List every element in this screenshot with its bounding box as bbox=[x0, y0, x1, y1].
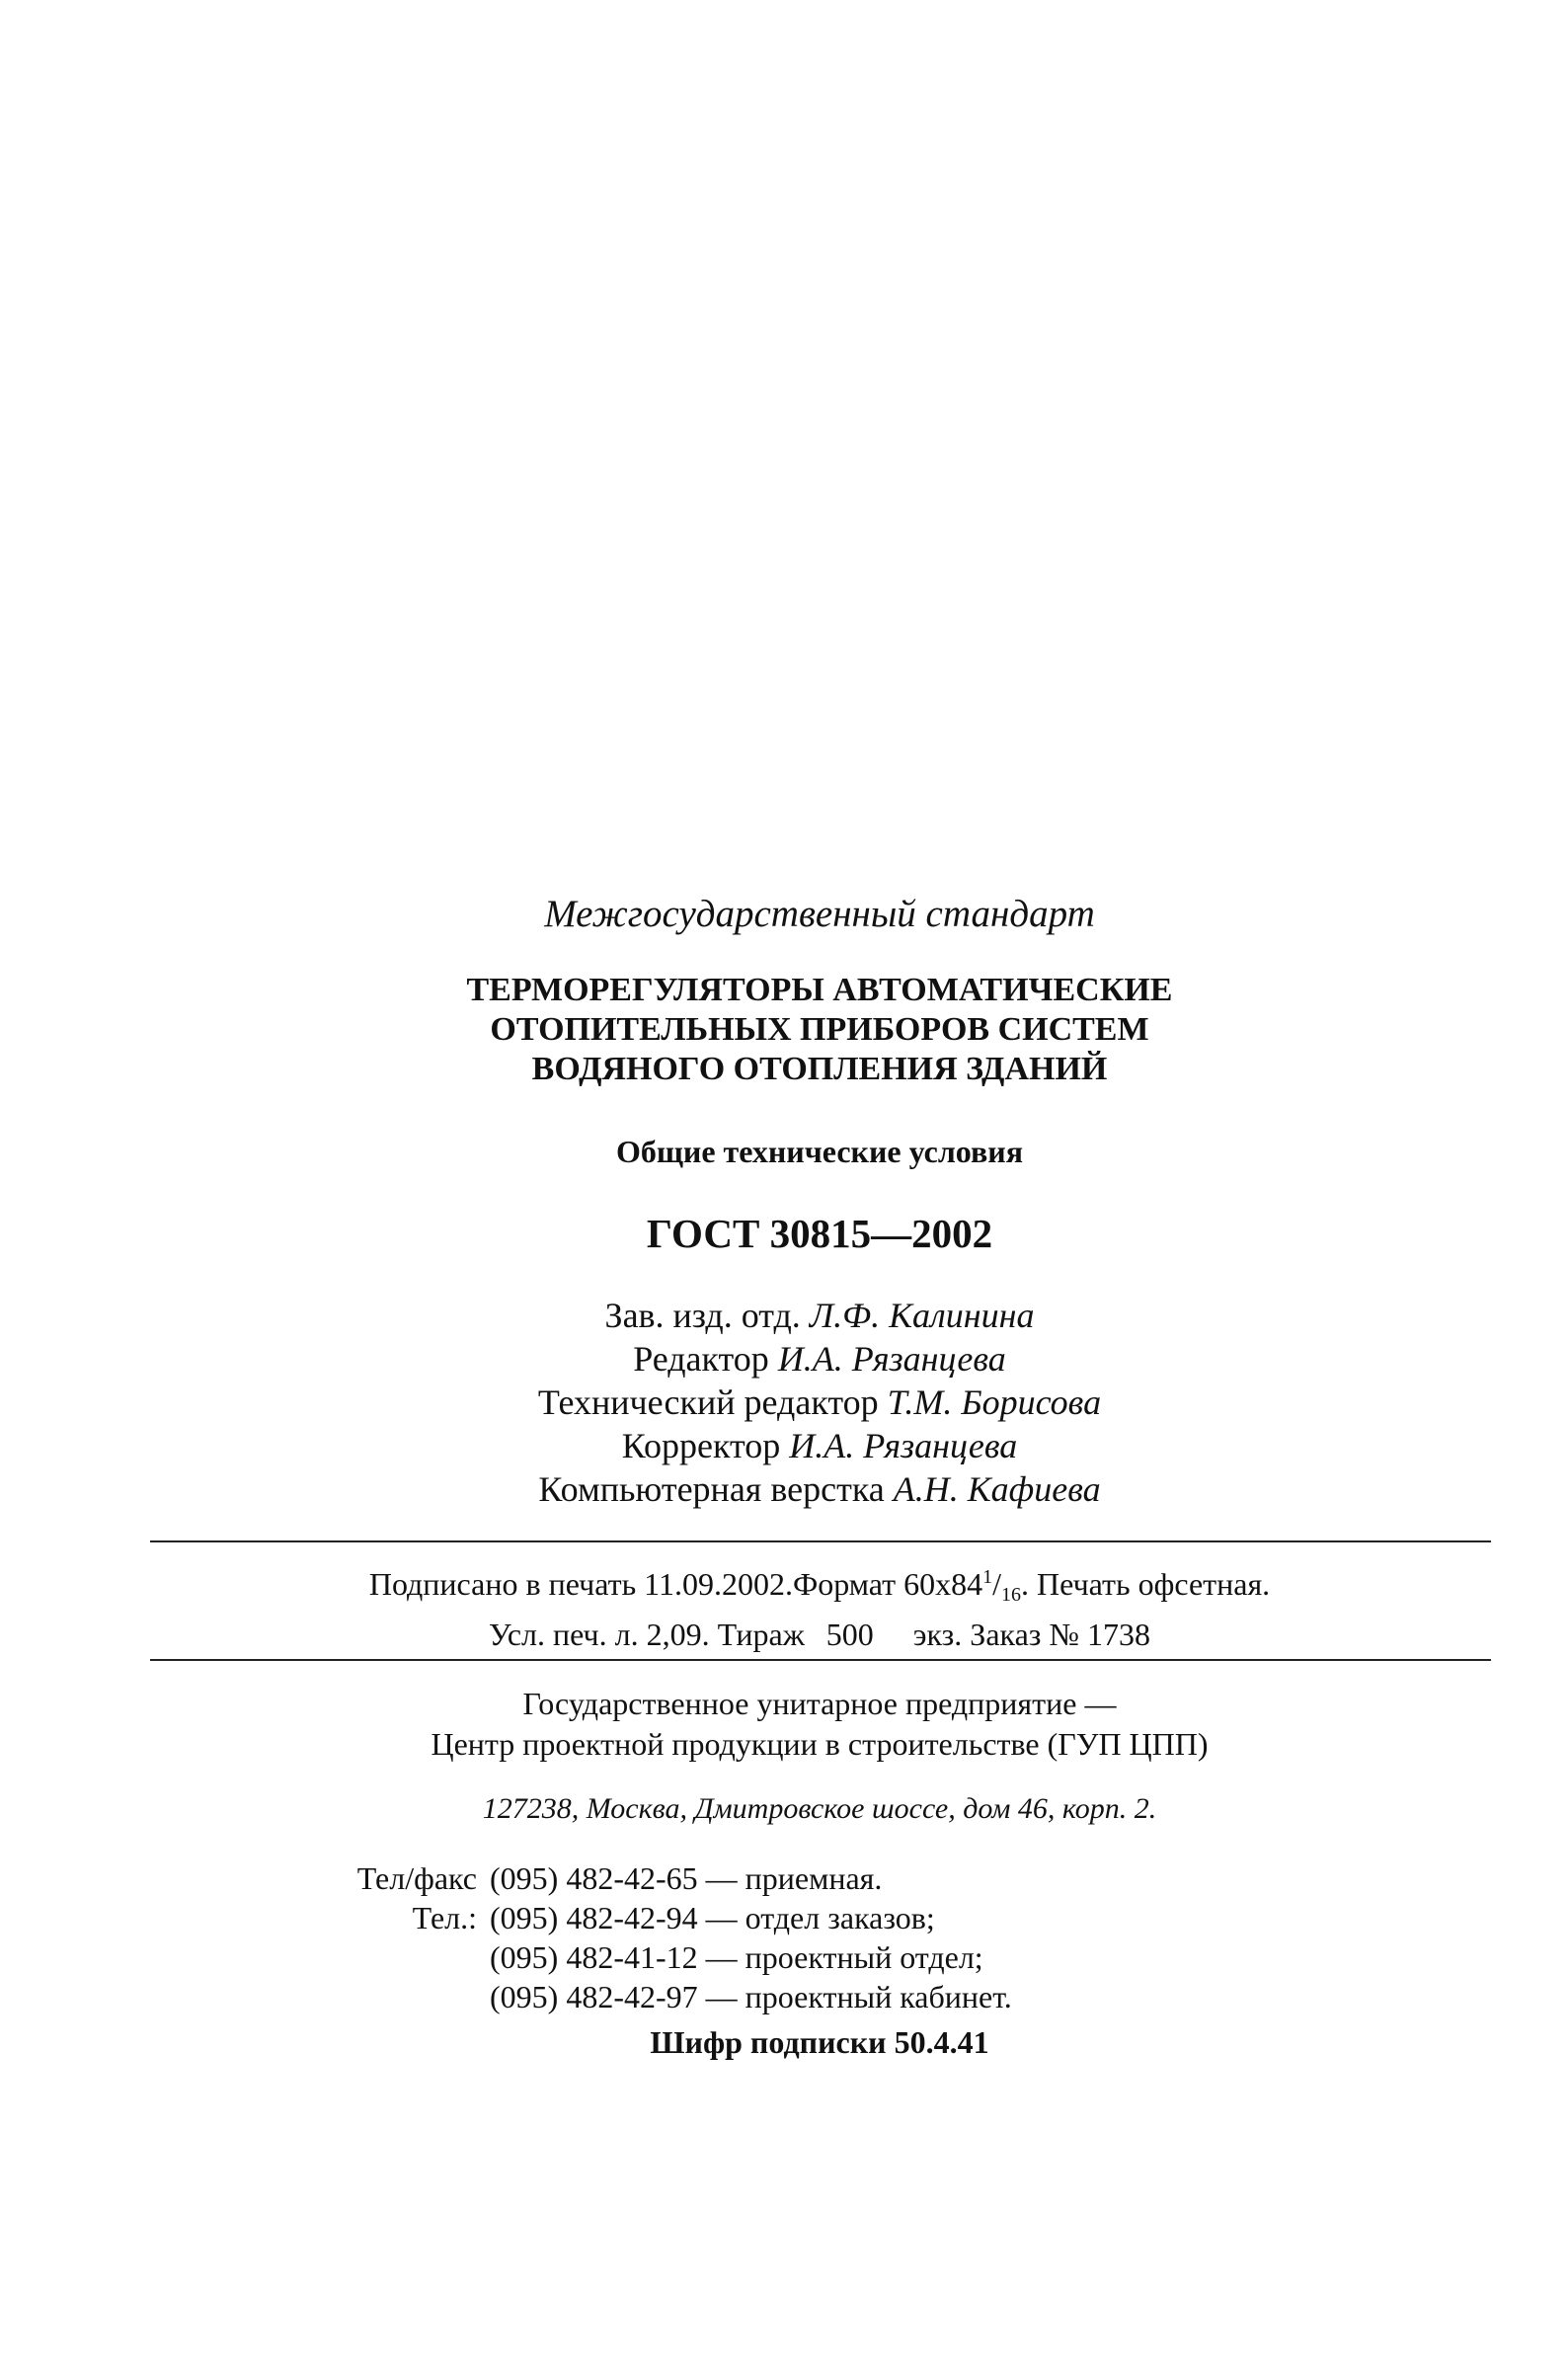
contact-row bbox=[0, 1977, 1568, 2016]
staff-row bbox=[148, 1381, 1491, 1424]
title-line: ОТОПИТЕЛЬНЫХ ПРИБОРОВ СИСТЕМ bbox=[490, 1011, 1149, 1048]
contact-row bbox=[0, 1898, 1568, 1937]
staff-name: Л.Ф. Калинина bbox=[809, 1296, 1035, 1335]
standard-number: ГОСТ 30815—2002 bbox=[646, 1211, 993, 1256]
contacts-block bbox=[0, 1858, 1568, 2016]
contact-number: (095) 482-42-65 — приемная. bbox=[490, 1860, 883, 1896]
staff-role: Корректор bbox=[621, 1426, 781, 1465]
divider-top bbox=[150, 1540, 1491, 1542]
print-info bbox=[148, 1557, 1491, 1654]
staff-row bbox=[148, 1467, 1491, 1511]
contact-row bbox=[0, 1937, 1568, 1977]
staff-name: И.А. Рязанцева bbox=[777, 1339, 1006, 1379]
print-run: 500 bbox=[825, 1617, 874, 1652]
title-line: ТЕРМОРЕГУЛЯТОРЫ АВТОМАТИЧЕСКИЕ bbox=[466, 972, 1173, 1008]
contact-label: Тел.: bbox=[412, 1900, 477, 1935]
staff-name: А.Н. Кафиева bbox=[893, 1469, 1101, 1509]
signed-text: Подписано в печать 11.09.2002.Формат 60x84 bbox=[368, 1566, 983, 1602]
print-type: . Печать офсетная. bbox=[1021, 1566, 1271, 1602]
document-title bbox=[148, 971, 1491, 1089]
staff-role: Технический редактор bbox=[537, 1382, 879, 1422]
contact-row bbox=[0, 1858, 1568, 1898]
format-denominator: 16 bbox=[1001, 1584, 1022, 1606]
format-numerator: 1 bbox=[982, 1566, 993, 1588]
print-info-line bbox=[148, 1615, 1491, 1654]
staff-row bbox=[148, 1424, 1491, 1467]
staff-list bbox=[148, 1294, 1491, 1511]
organization-line: Государственное унитарное предприятие — bbox=[522, 1686, 1117, 1721]
staff-row bbox=[148, 1337, 1491, 1381]
organization-line: Центр проектной продукции в строительстве (ГУП ЦПП) bbox=[431, 1726, 1209, 1762]
print-info-line bbox=[148, 1557, 1491, 1615]
document-subtitle: Межгосударственный стандарт bbox=[544, 893, 1095, 935]
contact-number: (095) 482-42-94 — отдел заказов; bbox=[490, 1900, 935, 1935]
contact-label: Тел/факс bbox=[356, 1860, 477, 1896]
format-slash: / bbox=[992, 1566, 1002, 1602]
staff-role: Зав. изд. отд. bbox=[604, 1296, 801, 1335]
organization-address: 127238, Москва, Дмитровское шоссе, дом 46, корп. 2. bbox=[482, 1792, 1157, 1825]
technical-conditions: Общие технические условия bbox=[615, 1134, 1024, 1169]
sheets-text: Усл. печ. л. 2,09. Тираж bbox=[489, 1617, 805, 1652]
subscription-cipher: Шифр подписки 50.4.41 bbox=[650, 2024, 989, 2060]
title-line: ВОДЯНОГО ОТОПЛЕНИЯ ЗДАНИЙ bbox=[531, 1051, 1108, 1087]
contact-number: (095) 482-41-12 — проектный отдел; bbox=[490, 1939, 983, 1975]
staff-name: И.А. Рязанцева bbox=[789, 1426, 1018, 1465]
staff-row bbox=[148, 1294, 1491, 1337]
staff-name: Т.М. Борисова bbox=[887, 1382, 1102, 1422]
order-text: экз. Заказ № 1738 bbox=[912, 1617, 1150, 1652]
divider-bottom bbox=[150, 1659, 1491, 1661]
contact-number: (095) 482-42-97 — проектный кабинет. bbox=[490, 1979, 1012, 2014]
organization bbox=[148, 1684, 1491, 1765]
staff-role: Редактор bbox=[633, 1339, 769, 1379]
staff-role: Компьютерная верстка bbox=[538, 1469, 885, 1509]
